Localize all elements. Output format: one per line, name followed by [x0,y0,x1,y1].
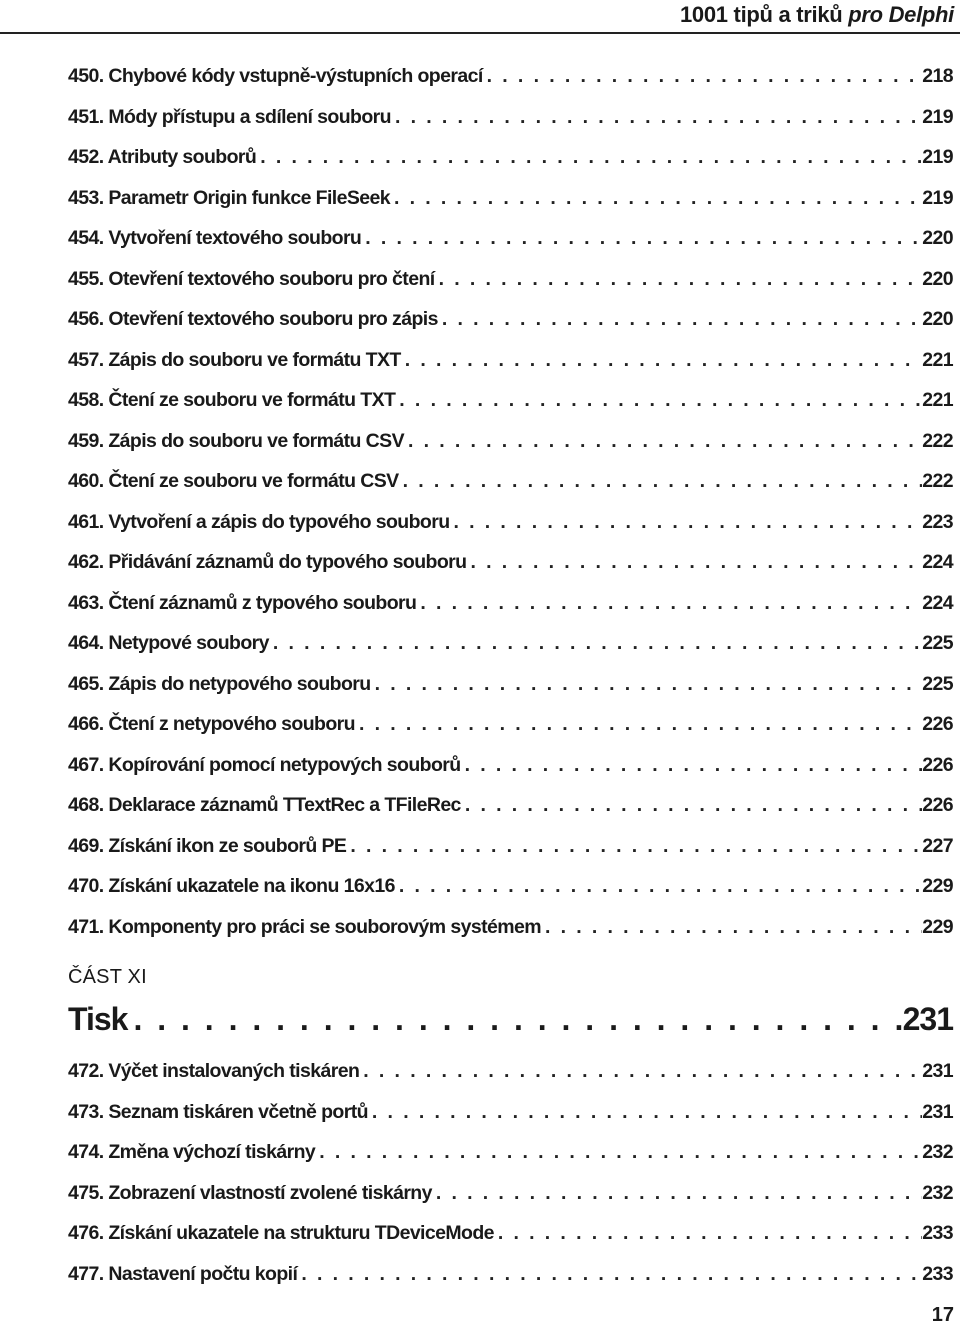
toc-entry-title: 460. Čtení ze souboru ve formátu CSV [68,470,399,492]
toc-entry[interactable] [68,380,953,421]
toc-entry[interactable] [68,299,953,340]
toc-entry[interactable] [68,1051,953,1092]
toc-entry-page: 222 [922,470,953,492]
running-header [0,0,954,34]
toc-entry-title: 451. Módy přístupu a sdílení souboru [68,105,391,128]
toc-entry[interactable] [68,583,953,624]
toc-entry-page: 220 [922,227,953,249]
dot-leader [273,623,922,664]
toc-entry-title: 471. Komponenty pro práci se souborovým systémem [68,915,541,938]
toc-entry[interactable] [68,1092,953,1133]
toc-entry-title: 465. Zápis do netypového souboru [68,672,371,695]
toc-entry-title: 461. Vytvoření a zápis do typového souboru [68,510,450,533]
toc-entry[interactable] [68,745,953,786]
dot-leader [372,1092,922,1133]
toc-entry[interactable] [68,178,953,219]
header-rule [0,32,960,34]
dot-leader [363,1051,922,1092]
toc-entry[interactable] [68,1173,953,1214]
toc-entry-title: 469. Získání ikon ze souborů PE [68,834,347,857]
toc-entry-title: 476. Získání ukazatele na strukturu TDeviceMode [68,1222,494,1244]
toc-entry-page: 229 [922,915,953,938]
dot-leader [498,1213,922,1254]
dot-leader [133,993,902,1045]
toc-entry-page: 219 [922,105,953,128]
toc-entry[interactable] [68,907,953,948]
toc-entry[interactable] [68,97,953,138]
dot-leader [399,866,922,907]
toc-entry-page: 221 [922,389,953,411]
toc-entry-title: 470. Získání ukazatele na ikonu 16x16 [68,875,395,897]
dot-leader [359,704,922,745]
dot-leader [405,340,923,381]
toc-entry[interactable] [68,826,953,867]
toc-entry-title: 477. Nastavení počtu kopií [68,1262,298,1285]
dot-leader [454,502,923,543]
dot-leader [350,826,922,867]
toc-entry[interactable] [68,704,953,745]
chapter-page: 231 [902,1001,953,1037]
toc-entry-page: 226 [922,753,953,776]
toc-entry-title: 466. Čtení z netypového souboru [68,713,355,735]
toc-entry-page: 225 [922,672,953,695]
toc-entry[interactable] [68,1254,953,1295]
toc-entry[interactable] [68,259,953,300]
toc-list [68,56,953,947]
toc-entry-title: 475. Zobrazení vlastností zvolené tiskárny [68,1181,432,1204]
table-of-contents [68,56,953,1294]
dot-leader [465,745,923,786]
dot-leader [399,380,922,421]
toc-entry-title: 454. Vytvoření textového souboru [68,227,362,249]
toc-entry-title: 467. Kopírování pomocí netypových souborů [68,753,461,776]
toc-entry-page: 227 [922,834,953,857]
toc-entry[interactable] [68,866,953,907]
toc-entry[interactable] [68,785,953,826]
toc-entry[interactable] [68,340,953,381]
dot-leader [395,97,922,138]
toc-entry[interactable] [68,137,953,178]
dot-leader [319,1132,922,1173]
toc-entry-page: 220 [922,267,953,290]
toc-entry-page: 223 [922,510,953,533]
dot-leader [442,299,922,340]
dot-leader [408,421,922,462]
toc-entry-page: 224 [922,551,953,573]
toc-entry-title: 472. Výčet instalovaných tiskáren [68,1060,360,1082]
toc-entry[interactable] [68,218,953,259]
toc-entry-page: 231 [922,1100,953,1123]
dot-leader [545,907,922,948]
dot-leader [436,1173,922,1214]
toc-list [68,1051,953,1294]
toc-entry-title: 464. Netypové soubory [68,632,269,654]
toc-entry[interactable] [68,421,953,462]
toc-entry[interactable] [68,1132,953,1173]
dot-leader [403,461,923,502]
toc-entry-title: 459. Zápis do souboru ve formátu CSV [68,429,404,452]
header-title: 1001 tipů a triků [680,2,843,27]
toc-entry-title: 473. Seznam tiskáren včetně portů [68,1100,368,1123]
toc-entry[interactable] [68,1213,953,1254]
toc-entry-page: 224 [922,591,953,614]
toc-entry[interactable] [68,664,953,705]
dot-leader [470,542,922,583]
toc-entry-page: 233 [922,1222,953,1244]
dot-leader [439,259,923,300]
dot-leader [301,1254,922,1295]
toc-entry-title: 474. Změna výchozí tiskárny [68,1141,316,1163]
toc-entry-page: 232 [922,1141,953,1163]
toc-entry-page: 222 [922,429,953,452]
toc-entry-page: 233 [922,1262,953,1285]
toc-entry-title: 462. Přidávání záznamů do typového souboru [68,551,467,573]
toc-entry-title: 463. Čtení záznamů z typového souboru [68,591,417,614]
toc-entry-page: 219 [922,146,953,168]
dot-leader [465,785,922,826]
toc-entry[interactable] [68,502,953,543]
toc-entry-page: 221 [922,348,953,371]
dot-leader [394,178,922,219]
toc-entry[interactable] [68,623,953,664]
dot-leader [375,664,923,705]
toc-entry-title: 456. Otevření textového souboru pro zápis [68,308,438,330]
page-number: 17 [931,1304,954,1326]
toc-entry-page: 229 [922,875,953,897]
toc-entry-page: 226 [922,713,953,735]
toc-entry-title: 453. Parametr Origin funkce FileSeek [68,186,390,209]
header-title-italic: pro Delphi [848,2,954,27]
dot-leader [260,137,922,178]
toc-entry[interactable] [68,461,953,502]
chapter-heading[interactable] [68,993,953,1045]
toc-entry-page: 226 [922,794,953,816]
toc-entry-page: 225 [922,632,953,654]
part-label: ČÁST XI [68,966,147,988]
toc-entry-page: 231 [922,1060,953,1082]
dot-leader [420,583,922,624]
toc-entry[interactable] [68,542,953,583]
toc-entry-page: 218 [922,65,953,87]
toc-entry-title: 452. Atributy souborů [68,146,257,168]
toc-entry[interactable] [68,56,953,97]
dot-leader [487,56,923,97]
toc-entry-title: 457. Zápis do souboru ve formátu TXT [68,348,401,371]
toc-entry-page: 232 [922,1181,953,1204]
toc-entry-title: 450. Chybové kódy vstupně-výstupních operací [68,65,483,87]
chapter-title: Tisk [68,1001,128,1037]
toc-entry-page: 220 [922,308,953,330]
dot-leader [365,218,922,259]
toc-entry-title: 455. Otevření textového souboru pro čtení [68,267,435,290]
toc-entry-title: 458. Čtení ze souboru ve formátu TXT [68,389,396,411]
toc-entry-page: 219 [922,186,953,209]
toc-entry-title: 468. Deklarace záznamů TTextRec a TFileRec [68,794,461,816]
